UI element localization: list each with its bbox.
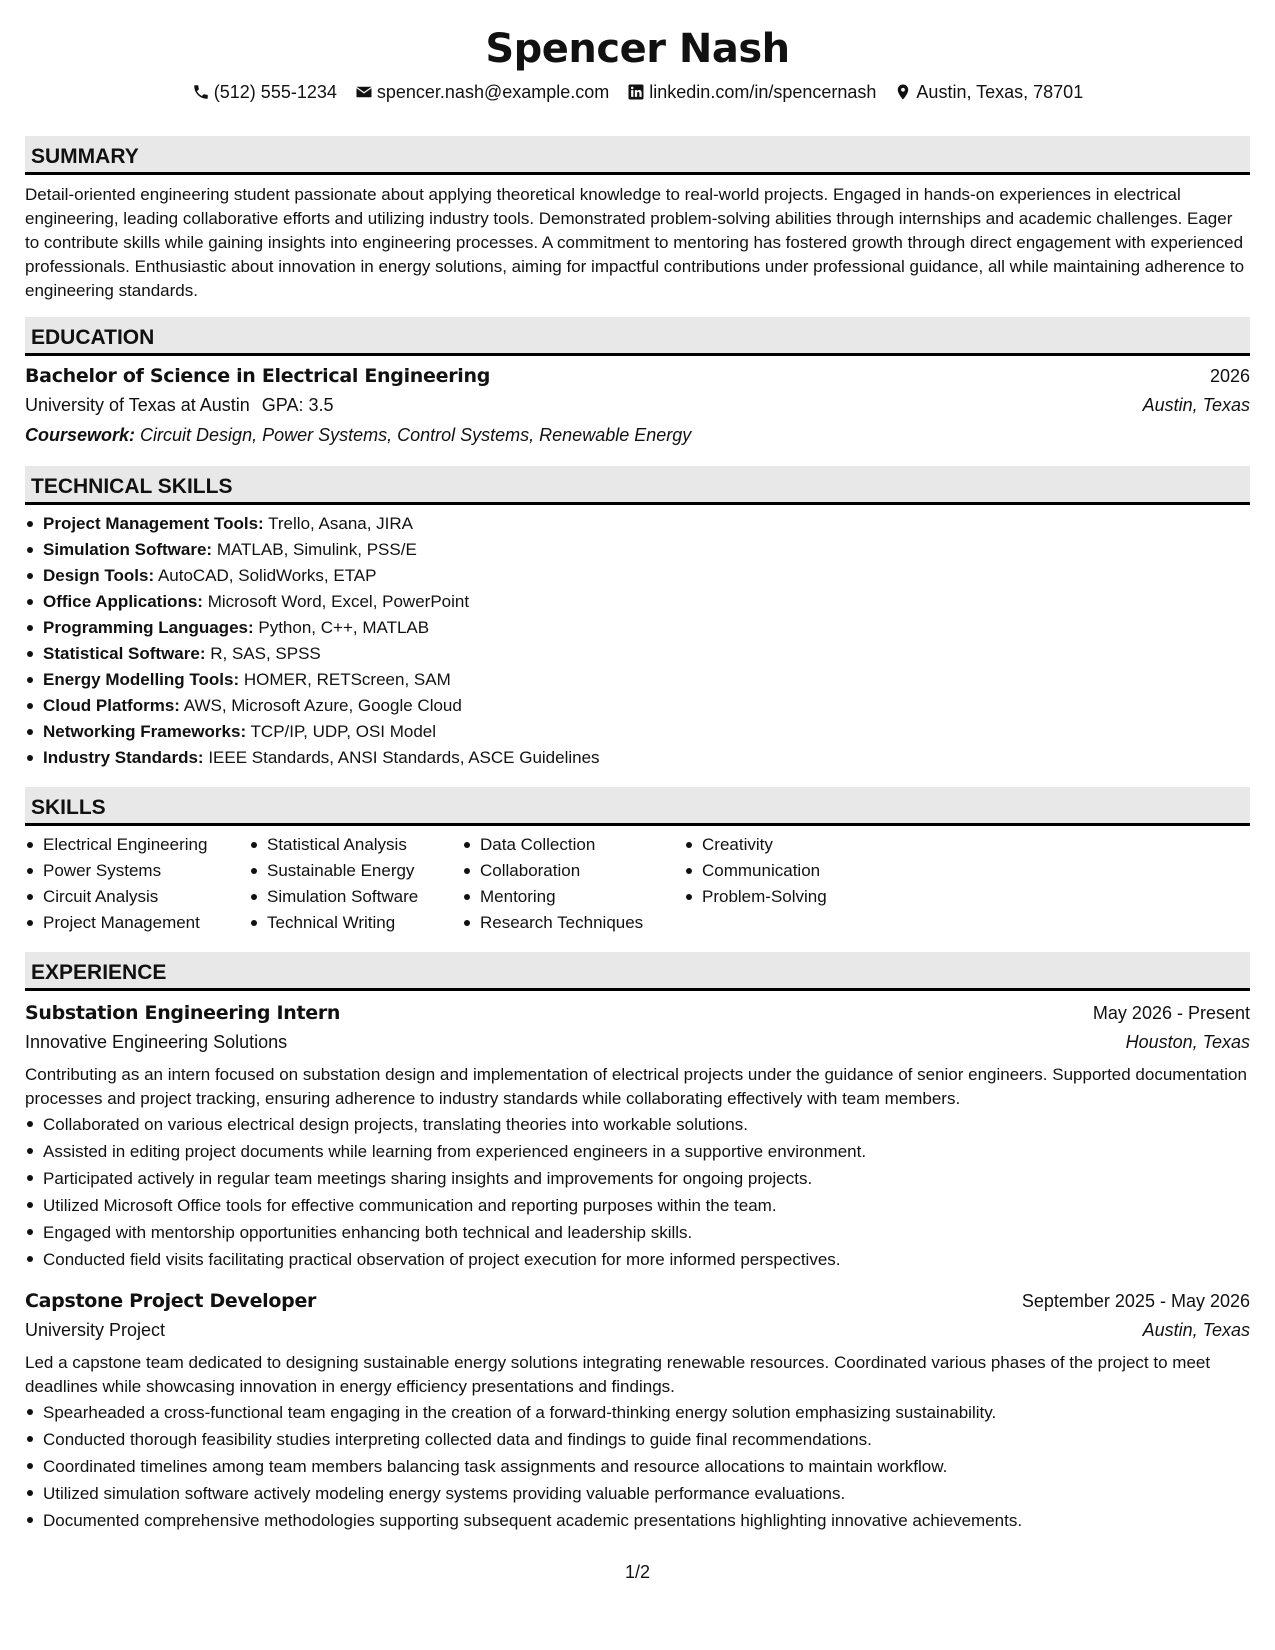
skills-column: [684, 832, 884, 936]
contact-location: [894, 80, 1083, 104]
job-location: Austin, Texas: [1142, 1320, 1250, 1340]
coursework-label: Coursework:: [25, 425, 136, 445]
resume-page: [25, 0, 1250, 1650]
list-item: Utilized Microsoft Office tools for effective communication and reporting purposes within the team.: [25, 1192, 1250, 1219]
school-location: Austin, Texas: [1142, 395, 1250, 415]
education-row: [25, 362, 1250, 390]
list-item: Research Techniques: [462, 910, 684, 936]
skill-category: Simulation Software:: [43, 540, 213, 559]
skills-section: [25, 787, 1250, 936]
skill-values: R, SAS, SPSS: [210, 644, 321, 663]
experience-entry: [25, 1287, 1250, 1534]
summary-section: [25, 136, 1250, 303]
school-name: University of Texas at Austin: [25, 395, 250, 415]
list-item: [25, 511, 1250, 537]
list-item: Documented comprehensive methodologies supporting subsequent academic presentations highlighting innovative achievements.: [25, 1507, 1250, 1534]
list-item: [25, 719, 1250, 745]
job-location: Houston, Texas: [1125, 1032, 1250, 1052]
skill-values: IEEE Standards, ANSI Standards, ASCE Guidelines: [208, 748, 600, 767]
location-text: Austin, Texas, 78701: [916, 82, 1084, 102]
linkedin-icon: [627, 83, 645, 101]
skill-category: Networking Frameworks:: [43, 722, 247, 741]
list-item: [25, 693, 1250, 719]
list-item: Participated actively in regular team meetings sharing insights and improvements for ongoing projects.: [25, 1165, 1250, 1192]
phone-icon: [192, 83, 210, 101]
list-item: Simulation Software: [249, 884, 462, 910]
list-item: Spearheaded a cross-functional team engaging in the creation of a forward-thinking energy solution emphasizing sustainability.: [25, 1399, 1250, 1426]
list-item: Collaborated on various electrical design projects, translating theories into workable solutions.: [25, 1111, 1250, 1138]
skill-category: Programming Languages:: [43, 618, 254, 637]
skill-values: Microsoft Word, Excel, PowerPoint: [207, 592, 470, 611]
skill-category: Energy Modelling Tools:: [43, 670, 240, 689]
job-bullets: [25, 1111, 1250, 1273]
skill-values: AutoCAD, SolidWorks, ETAP: [157, 566, 377, 585]
contact-email[interactable]: [355, 80, 609, 104]
contact-phone[interactable]: [192, 80, 337, 104]
contact-linkedin[interactable]: [627, 80, 876, 104]
list-item: Technical Writing: [249, 910, 462, 936]
company-name: Innovative Engineering Solutions: [25, 1032, 288, 1052]
skills-grid: [25, 832, 1250, 936]
company-name: University Project: [25, 1320, 166, 1340]
education-school-row: [25, 390, 1250, 420]
list-item: Statistical Analysis: [249, 832, 462, 858]
list-item: [25, 641, 1250, 667]
section-header-experience: EXPERIENCE: [25, 952, 1250, 991]
candidate-name: Spencer Nash: [485, 26, 790, 72]
job-dates: May 2026 - Present: [1092, 1003, 1250, 1023]
skill-category: Office Applications:: [43, 592, 203, 611]
job-title: Capstone Project Developer: [25, 1290, 317, 1312]
list-item: Communication: [684, 858, 884, 884]
skills-column: [462, 832, 684, 936]
gpa: GPA: 3.5: [261, 395, 334, 415]
page-number: 1/2: [624, 1562, 651, 1582]
list-item: Sustainable Energy: [249, 858, 462, 884]
phone-text: (512) 555-1234: [213, 82, 337, 102]
list-item: [25, 667, 1250, 693]
degree-title: Bachelor of Science in Electrical Engineering: [25, 365, 490, 387]
skills-column: [249, 832, 462, 936]
job-bullets: [25, 1399, 1250, 1534]
job-summary: Led a capstone team dedicated to designing sustainable energy solutions integrating renewable resources. Coordinated various phases of the project to meet deadlines while showcasing innovation in energy efficiency presentations and findings.: [25, 1353, 1211, 1396]
skill-values: HOMER, RETScreen, SAM: [243, 670, 451, 689]
list-item: [25, 615, 1250, 641]
list-item: Problem-Solving: [684, 884, 884, 910]
school-line: [25, 390, 333, 420]
graduation-year: 2026: [1209, 366, 1250, 386]
summary-text: Detail-oriented engineering student passionate about applying theoretical knowledge to real-world projects. Engaged in hands-on experiences in electrical engineering, leading collaborative efforts and utilizing industry tools. Demonstrated problem-solving abilities through internships and academic challenges. Eager to contribute skills while gaining insights into engineering processes. A commitment to mentoring has fostered growth through direct engagement with experienced professionals. Enthusiastic about innovation in energy solutions, aiming for impactful contributions under professional guidance, all while maintaining adherence to engineering standards.: [25, 185, 1245, 300]
list-item: [25, 589, 1250, 615]
list-item: Utilized simulation software actively modeling energy systems providing valuable performance evaluations.: [25, 1480, 1250, 1507]
job-title: Substation Engineering Intern: [25, 1002, 341, 1024]
list-item: Collaboration: [462, 858, 684, 884]
skills-column: [25, 832, 249, 936]
map-pin-icon: [894, 83, 912, 101]
email-text: spencer.nash@example.com: [376, 82, 610, 102]
experience-title-row: [25, 999, 1250, 1027]
experience-entry: [25, 999, 1250, 1273]
list-item: Project Management: [25, 910, 249, 936]
list-item: Data Collection: [462, 832, 684, 858]
list-item: Engaged with mentorship opportunities enhancing both technical and leadership skills.: [25, 1219, 1250, 1246]
list-item: Circuit Analysis: [25, 884, 249, 910]
section-header-skills: SKILLS: [25, 787, 1250, 826]
job-dates: September 2025 - May 2026: [1021, 1291, 1250, 1311]
list-item: Electrical Engineering: [25, 832, 249, 858]
list-item: Mentoring: [462, 884, 684, 910]
list-item: [25, 563, 1250, 589]
skill-category: Project Management Tools:: [43, 514, 264, 533]
skill-values: TCP/IP, UDP, OSI Model: [250, 722, 437, 741]
list-item: Creativity: [684, 832, 884, 858]
technical-skills-list: [25, 511, 1250, 771]
coursework-line: [25, 420, 1250, 450]
coursework-list: Circuit Design, Power Systems, Control Systems, Renewable Energy: [140, 425, 692, 445]
section-header-technical-skills: TECHNICAL SKILLS: [25, 466, 1250, 505]
experience-company-row: [25, 1027, 1250, 1057]
experience-section: [25, 952, 1250, 1534]
section-header-summary: SUMMARY: [25, 136, 1250, 175]
linkedin-text: linkedin.com/in/spencernash: [649, 82, 877, 102]
list-item: [25, 745, 1250, 771]
contact-bar: [25, 80, 1250, 104]
list-item: Power Systems: [25, 858, 249, 884]
list-item: Coordinated timelines among team members balancing task assignments and resource allocations to maintain workflow.: [25, 1453, 1250, 1480]
skill-category: Industry Standards:: [43, 748, 204, 767]
skill-category: Design Tools:: [43, 566, 155, 585]
list-item: Conducted thorough feasibility studies interpreting collected data and findings to guide final recommendations.: [25, 1426, 1250, 1453]
list-item: Conducted field visits facilitating practical observation of project execution for more informed perspectives.: [25, 1246, 1250, 1273]
list-item: [25, 537, 1250, 563]
skill-category: Cloud Platforms:: [43, 696, 180, 715]
list-item: Assisted in editing project documents while learning from experienced engineers in a supportive environment.: [25, 1138, 1250, 1165]
skill-values: Python, C++, MATLAB: [258, 618, 430, 637]
skill-category: Statistical Software:: [43, 644, 206, 663]
experience-title-row: [25, 1287, 1250, 1315]
technical-skills-section: [25, 466, 1250, 771]
education-section: [25, 317, 1250, 450]
skill-values: MATLAB, Simulink, PSS/E: [216, 540, 417, 559]
skill-values: AWS, Microsoft Azure, Google Cloud: [183, 696, 462, 715]
skill-values: Trello, Asana, JIRA: [268, 514, 414, 533]
envelope-icon: [355, 83, 373, 101]
section-header-education: EDUCATION: [25, 317, 1250, 356]
job-summary: Contributing as an intern focused on substation design and implementation of electrical projects under the guidance of senior engineers. Supported documentation processes and project tracking, ensuring adherence to industry standards while collaborating effectively with team members.: [25, 1065, 1247, 1108]
experience-company-row: [25, 1315, 1250, 1345]
